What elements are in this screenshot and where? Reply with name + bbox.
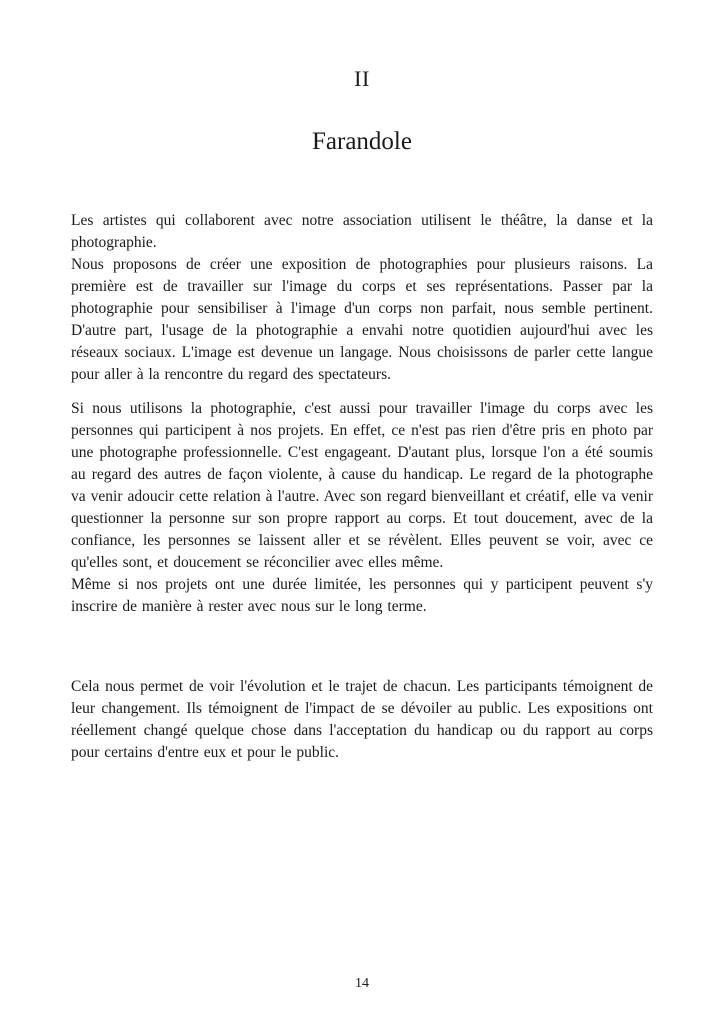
paragraph: Les artistes qui collaborent avec notre association utilisent le théâtre, la danse et la photographie. [71,212,653,251]
paragraph: Cela nous permet de voir l'évolution et le trajet de chacun. Les participants témoignent de leur changement. Ils témoignent de l'impact de se dévoiler au public. Les expositions ont réellement changé quelque chose dans l'acceptation du handicap ou du rapport au corps pour certains d'entre eux et pour le public. [71,678,653,761]
paragraph: Même si nos projets ont une durée limitée, les personnes qui y participent peuvent s'y inscrire de manière à rester avec nous sur le long terme. [71,576,653,615]
paragraph: Si nous utilisons la photographie, c'est aussi pour travailler l'image du corps avec les personnes qui participent à nos projets. En effet, ce n'est pas rien d'être pris en photo par une photographe professionnelle. C'est engageant. D'autant plus, lorsque l'on a été soumis au regard des autres de façon violente, à cause du handicap. Le regard de la photographe va venir adoucir cette relation à l'autre. Avec son regard bienveillant et créatif, elle va venir questionner la personne sur son propre rapport au corps. Et tout doucement, avec de la confiance, les personnes se laissent aller et se révèlent. Elles peuvent se voir, avec ce qu'elles sont, et doucement se réconcilier avec elles même. [71,400,653,571]
chapter-number: II [354,66,370,91]
text-block [71,398,653,618]
chapter-title: Farandole [312,128,412,155]
page-number: 14 [355,976,369,991]
text-block [71,676,653,764]
paragraph: Nous proposons de créer une exposition de photographies pour plusieurs raisons. La première est de travailler sur l'image du corps et ses représentations. Passer par la photographie pour sensibiliser à l'image d'un corps non parfait, nous semble pertinent. D'autre part, l'usage de la photographie a envahi notre quotidien aujourd'hui avec les réseaux sociaux. L'image est devenue un langage. Nous choisissons de parler cette langue pour aller à la rencontre du regard des spectateurs. [71,256,653,383]
text-block [71,210,653,386]
body-text [71,210,653,764]
